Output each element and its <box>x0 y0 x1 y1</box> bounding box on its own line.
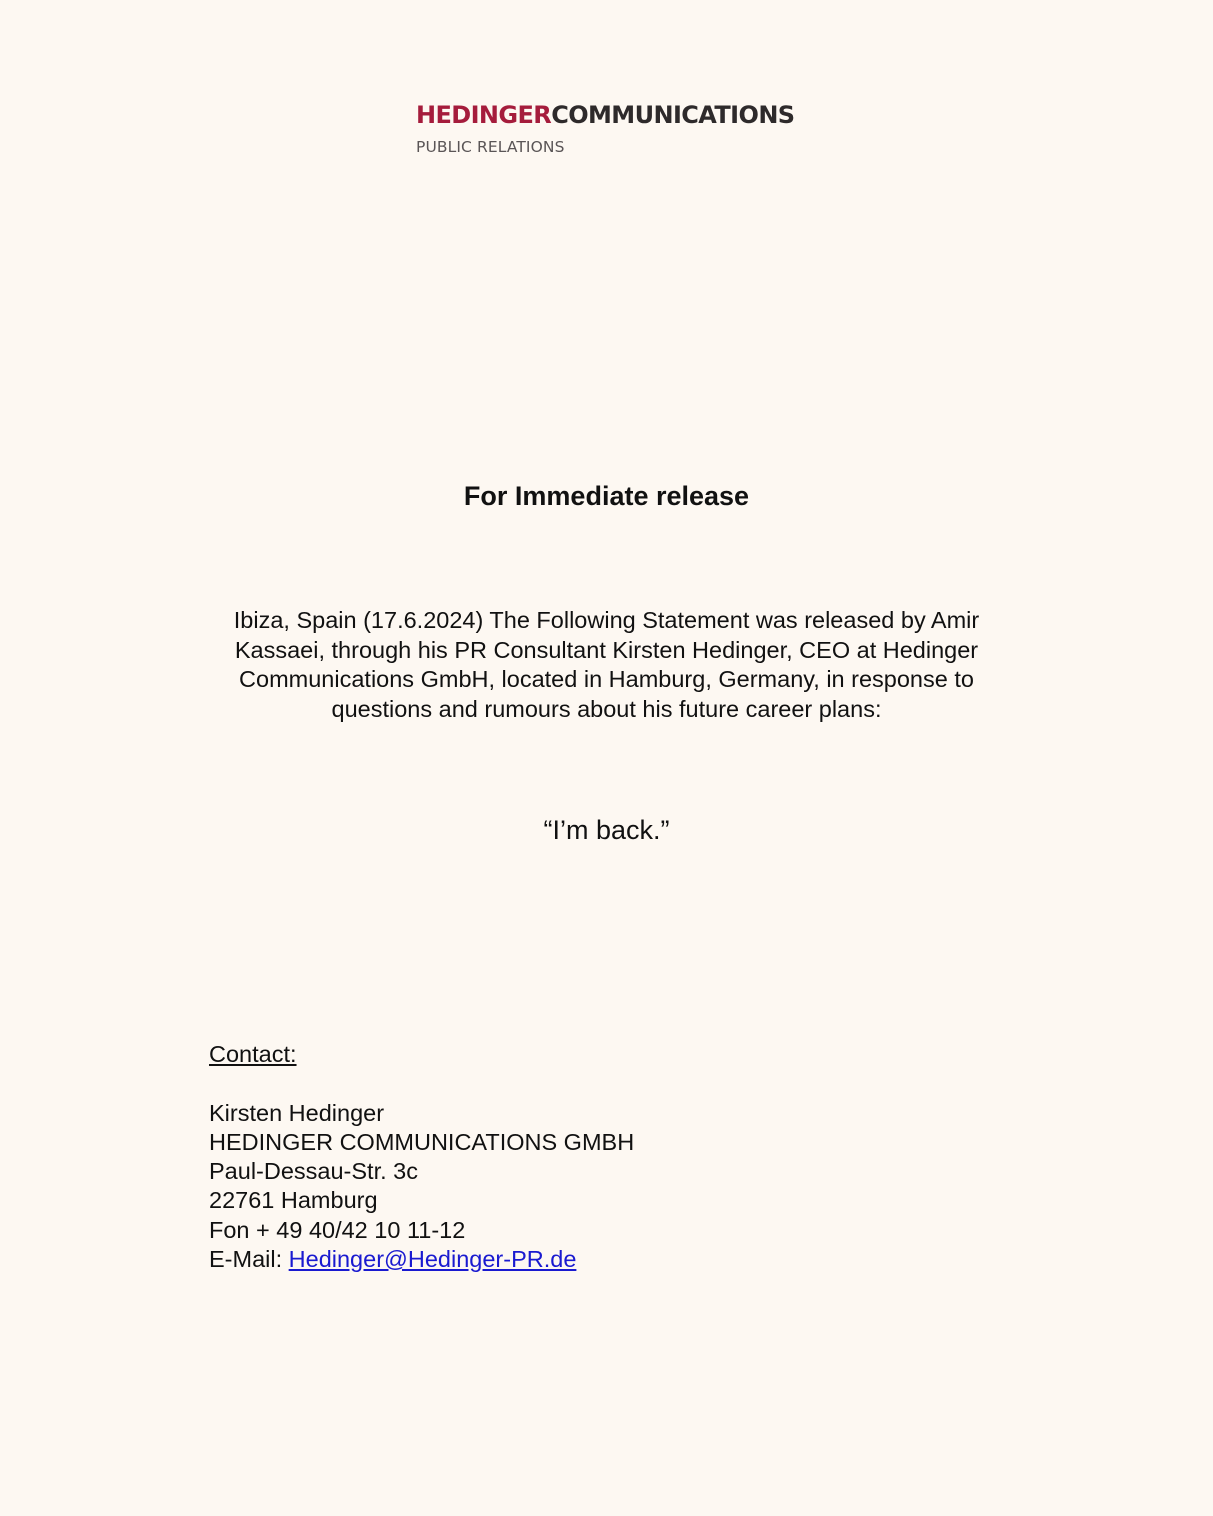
contact-heading: Contact: <box>209 1041 297 1067</box>
contact-phone: Fon + 49 40/42 10 11-12 <box>209 1216 466 1243</box>
contact-company: HEDINGER COMMUNICATIONS GMBH <box>209 1128 635 1155</box>
logo-wordmark-part1: HEDINGER <box>416 101 552 129</box>
logo-wordmark-part2: COMMUNICATIONS <box>551 101 795 129</box>
contact-block <box>209 1040 634 1274</box>
release-title: For Immediate release <box>463 481 750 511</box>
company-logo <box>416 98 836 156</box>
statement-quote: “I’m back.” <box>543 815 670 845</box>
contact-email-label: E-Mail: <box>209 1246 289 1273</box>
logo-tagline: PUBLIC RELATIONS <box>416 138 565 156</box>
statement-intro: Ibiza, Spain (17.6.2024) The Following Statement was released by Amir Kassaei, through his PR Consultant Kirsten Hedinger, CEO at Hedinger Communications GmbH, located in Hamburg, Germany, in response to questions and rumours about his future career plans: <box>233 607 980 722</box>
logo-wordmark <box>416 98 836 132</box>
contact-city: 22761 Hamburg <box>209 1187 378 1214</box>
contact-email-link[interactable]: Hedinger@Hedinger-PR.de <box>288 1246 577 1273</box>
contact-email-row <box>209 1245 634 1274</box>
contact-name: Kirsten Hedinger <box>209 1099 385 1126</box>
contact-street: Paul-Dessau-Str. 3c <box>209 1158 418 1185</box>
